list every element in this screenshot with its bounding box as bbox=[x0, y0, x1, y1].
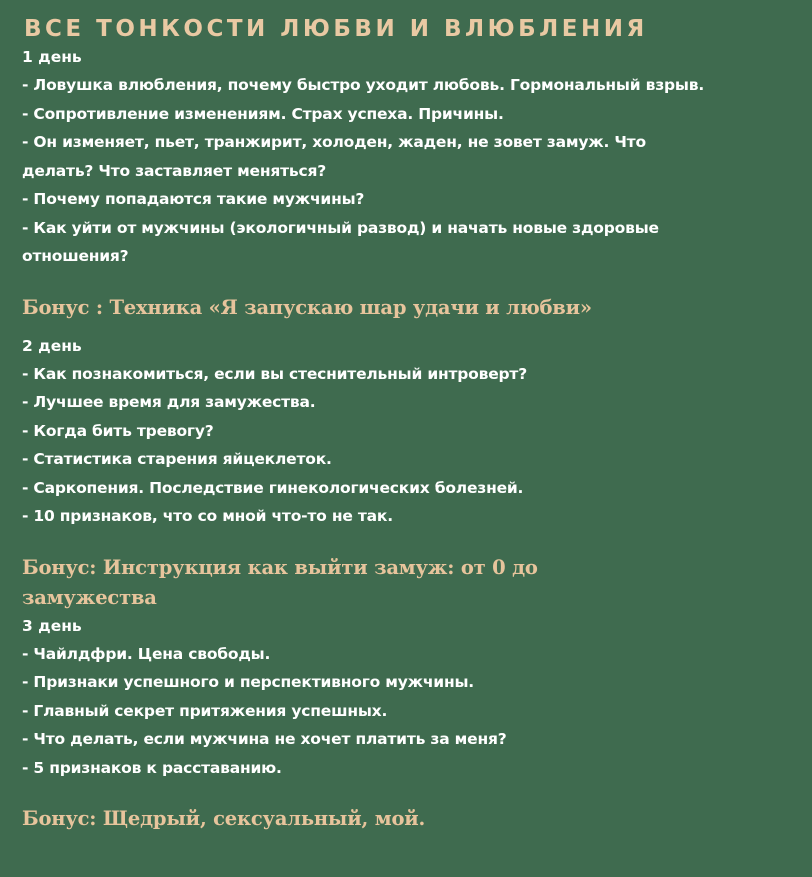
day3-item: - 5 признаков к расставанию. bbox=[22, 758, 282, 777]
day1-section bbox=[22, 44, 800, 271]
page-title: ВСЕ ТОНКОСТИ ЛЮБВИ И ВЛЮБЛЕНИЯ bbox=[24, 16, 648, 42]
day1-item: - Ловушка влюбления, почему быстро уходит любовь. Гормональный взрыв. bbox=[22, 76, 705, 94]
bonus2-heading-line1: Бонус: Инструкция как выйти замуж: от 0 до bbox=[22, 555, 538, 579]
day3-item: - Признаки успешного и перспективного мужчины. bbox=[22, 673, 474, 691]
day2-item: - Лучшее время для замужества. bbox=[22, 393, 316, 411]
day1-item: - Сопротивление изменениям. Страх успеха. Причины. bbox=[22, 104, 504, 123]
day1-label: 1 день bbox=[22, 48, 82, 66]
day3-section bbox=[22, 613, 800, 783]
day3-label: 3 день bbox=[22, 616, 82, 635]
day2-item: - Саркопения. Последствие гинекологических болезней. bbox=[22, 478, 524, 497]
day2-item: - Как познакомиться, если вы стеснительный интроверт? bbox=[22, 364, 528, 383]
day1-item: - Он изменяет, пьет, транжирит, холоден, жаден, не зовет замуж. Что bbox=[22, 133, 646, 151]
day1-item: - Как уйти от мужчины (экологичный развод) и начать новые здоровые bbox=[22, 218, 659, 237]
day2-section bbox=[22, 333, 800, 531]
day1-item: делать? Что заставляет меняться? bbox=[22, 161, 327, 180]
bonus2-heading-line2: замужества bbox=[22, 585, 157, 609]
bonus3-heading: Бонус: Щедрый, сексуальный, мой. bbox=[22, 807, 426, 830]
day2-label: 2 день bbox=[22, 336, 82, 355]
day3-item: - Главный секрет притяжения успешных. bbox=[22, 701, 388, 720]
day3-item: - Что делать, если мужчина не хочет платить за меня? bbox=[22, 730, 507, 748]
day3-item: - Чайлдфри. Цена свободы. bbox=[22, 644, 271, 663]
day2-item: - Статистика старения яйцеклеток. bbox=[22, 450, 332, 468]
day2-item: - Когда бить тревогу? bbox=[22, 421, 214, 440]
day1-item: - Почему попадаются такие мужчины? bbox=[22, 190, 365, 208]
bonus1-heading: Бонус : Техника «Я запускаю шар удачи и любви» bbox=[22, 295, 592, 319]
day2-item: - 10 признаков, что со мной что-то не так. bbox=[22, 507, 393, 525]
day1-item: отношения? bbox=[22, 247, 129, 265]
